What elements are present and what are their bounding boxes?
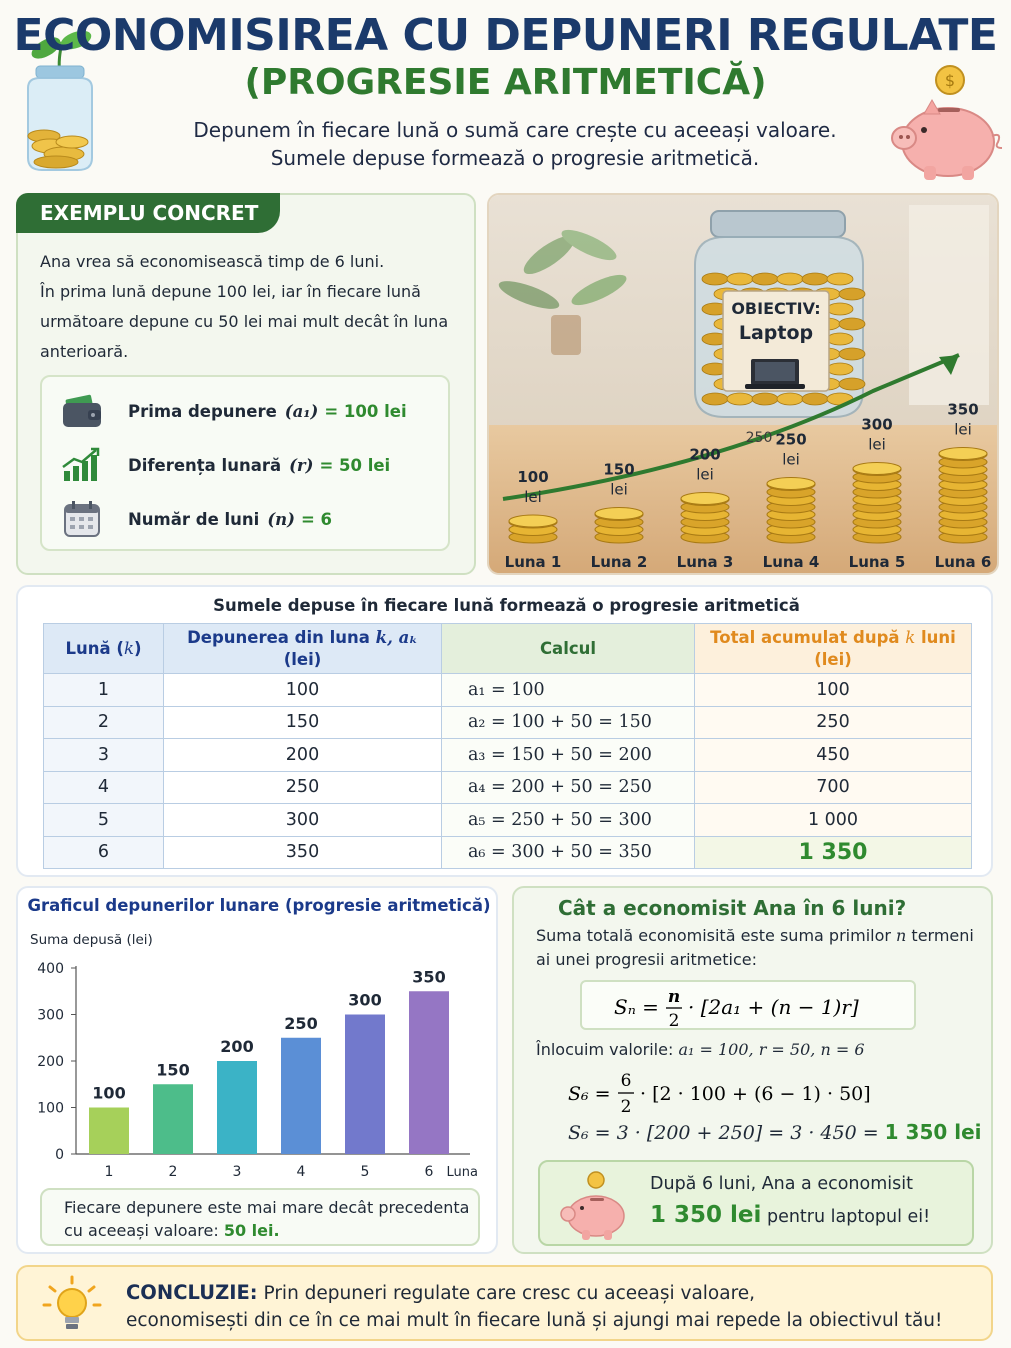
cell-calculation: a₃ = 150 + 50 = 200 — [442, 739, 695, 772]
parameter-symbol: (a₁) — [284, 401, 319, 421]
chart-x-axis-label: Luna — [446, 1165, 478, 1180]
arrow-value-label: 250 — [745, 430, 773, 446]
parameter-monthly-difference — [60, 443, 440, 487]
table-row — [44, 674, 972, 707]
svg-text:$: $ — [944, 71, 956, 90]
cell-total: 250 — [695, 706, 972, 739]
intro-line-1: Depunem în fiecare lună o sumă care crește cu aceeași valoare. — [193, 118, 837, 142]
x-tick-label: 6 — [424, 1164, 434, 1180]
svg-text:2: 2 — [668, 1011, 680, 1031]
page-subtitle: (PROGRESIE ARITMETICĂ) — [244, 62, 767, 103]
coin-stack — [767, 478, 815, 544]
stack-unit-label: lei — [868, 435, 886, 454]
stack-month-label: Luna 1 — [504, 553, 562, 571]
y-tick-label: 300 — [37, 1007, 64, 1024]
sum-description-line-1: Suma totală economisită este suma primilor n termeni — [536, 926, 974, 945]
result-line-1: După 6 luni, Ana a economisit — [650, 1174, 913, 1194]
cell-calculation: a₅ = 250 + 50 = 300 — [442, 804, 695, 837]
stack-month-label: Luna 4 — [762, 553, 820, 571]
lightbulb-icon — [42, 1275, 102, 1335]
cell-total-final: 1 350 — [695, 836, 972, 869]
column-header-month: Lună (k) — [44, 624, 164, 674]
s6-second-step: S₆ = 3 · [200 + 250] = 3 · 450 = 1 350 lei — [568, 1120, 982, 1144]
example-line-2: În prima lună depune 100 lei, iar în fiecare lună — [40, 282, 421, 301]
x-tick-label: 5 — [360, 1164, 370, 1180]
calendar-icon — [60, 499, 104, 539]
table-header-row — [44, 624, 972, 674]
stack-amount-label: 250 — [775, 430, 807, 449]
table-title: Sumele depuse în fiecare lună formează o progresie aritmetică — [213, 596, 800, 615]
stack-month-label: Luna 6 — [934, 553, 992, 571]
parameter-symbol: (r) — [289, 455, 314, 475]
conclusion-text — [126, 1279, 986, 1334]
column-header-calculation: Calcul — [442, 624, 695, 674]
coin-stack — [939, 448, 987, 544]
intro-text — [150, 116, 880, 172]
stack-month-label: Luna 2 — [590, 553, 648, 571]
cell-month: 5 — [44, 804, 164, 837]
cell-calculation: a₆ = 300 + 50 = 350 — [442, 836, 695, 869]
table-row — [44, 739, 972, 772]
coin-stack — [509, 515, 557, 543]
conclusion-line-1: CONCLUZIE: Prin depuneri regulate care cresc cu aceeași valoare, — [126, 1281, 756, 1304]
parameter-value: = 50 lei — [319, 455, 391, 475]
sum-panel — [512, 886, 993, 1254]
page-title: ECONOMISIREA CU DEPUNERI REGULATE — [13, 10, 998, 61]
x-tick-label: 3 — [232, 1164, 242, 1180]
x-tick-label: 2 — [168, 1164, 178, 1180]
cell-total: 1 000 — [695, 804, 972, 837]
stack-unit-label: lei — [782, 450, 800, 469]
stack-month-label: Luna 3 — [676, 553, 734, 571]
parameter-first-deposit — [60, 389, 440, 433]
column-header-deposit: Depunerea din luna k, aₖ (lei) — [164, 624, 442, 674]
example-tab-label: EXEMPLU CONCRET — [16, 193, 280, 233]
bar-value-label: 350 — [412, 967, 446, 987]
chart-y-axis-label: Suma depusă (lei) — [30, 932, 153, 948]
cell-total: 450 — [695, 739, 972, 772]
bar — [281, 1038, 321, 1154]
chart-title: Graficul depunerilor lunare (progresie aritmetică) — [27, 896, 491, 915]
svg-text:· [2 · 100 + (6 − 1) · 50]: · [2 · 100 + (6 − 1) · 50] — [640, 1083, 871, 1105]
table-row — [44, 771, 972, 804]
sum-description-line-2: ai unei progresii aritmetice: — [536, 950, 757, 969]
s6-first-step — [568, 1066, 968, 1118]
bar-value-label: 300 — [348, 990, 382, 1010]
bar-chart-growth-icon — [60, 445, 104, 485]
result-line-2: 1 350 lei pentru laptopul ei! — [650, 1202, 931, 1228]
stack-unit-label: lei — [524, 488, 542, 506]
substitution-line: Înlocuim valorile: a₁ = 100, r = 50, n = 6 — [536, 1040, 865, 1059]
x-tick-label: 4 — [296, 1164, 306, 1180]
table-row — [44, 804, 972, 837]
cell-deposit: 100 — [164, 674, 442, 707]
parameter-label: Prima depunere — [128, 401, 277, 421]
y-tick-label: 400 — [37, 961, 64, 977]
bar-value-label: 250 — [284, 1013, 318, 1033]
parameter-value: = 100 lei — [324, 401, 407, 421]
stack-month-label: Luna 5 — [848, 553, 906, 571]
x-tick-label: 1 — [104, 1164, 114, 1180]
bar — [409, 991, 449, 1154]
example-line-4: anterioară. — [40, 342, 129, 361]
bar — [89, 1108, 129, 1155]
coin-stack — [595, 508, 643, 544]
cell-month: 2 — [44, 706, 164, 739]
stack-amount-label: 300 — [861, 415, 893, 434]
jar-label-line-1: OBIECTIV: — [731, 299, 821, 318]
cell-month: 3 — [44, 739, 164, 772]
jar-label-line-2: Laptop — [738, 322, 814, 344]
cell-deposit: 350 — [164, 836, 442, 869]
cell-month: 4 — [44, 771, 164, 804]
conclusion-line-2: economisești din ce în ce mai mult în fiecare lună și ajungi mai repede la obiectivul tău! — [126, 1310, 943, 1331]
intro-line-2: Sumele depuse formează o progresie aritmetică. — [270, 146, 760, 170]
cell-calculation: a₄ = 200 + 50 = 250 — [442, 771, 695, 804]
sum-description — [536, 924, 976, 972]
svg-text:6: 6 — [620, 1071, 632, 1091]
cell-deposit: 150 — [164, 706, 442, 739]
conclusion-banner — [16, 1265, 993, 1341]
bar — [217, 1061, 257, 1154]
cell-total: 100 — [695, 674, 972, 707]
cell-month: 1 — [44, 674, 164, 707]
table-row — [44, 836, 972, 869]
sum-formula — [582, 982, 918, 1032]
result-box — [538, 1160, 974, 1246]
svg-text:n: n — [667, 987, 681, 1007]
parameter-symbol: (n) — [267, 509, 295, 529]
svg-text:· [2a₁ + (n − 1)r]: · [2a₁ + (n − 1)r] — [688, 995, 859, 1019]
stack-unit-label: lei — [696, 465, 714, 484]
stack-amount-label: 200 — [689, 445, 721, 464]
stack-amount-label: 350 — [947, 400, 979, 419]
stack-unit-label: lei — [954, 420, 972, 439]
bar-value-label: 150 — [156, 1060, 190, 1080]
parameter-value: = 6 — [300, 509, 333, 529]
cell-month: 6 — [44, 836, 164, 869]
bar-value-label: 200 — [220, 1037, 254, 1056]
parameter-number-of-months — [60, 497, 440, 541]
bar-chart — [18, 888, 500, 1188]
savings-illustration — [487, 193, 999, 575]
svg-text:S₆ =: S₆ = — [568, 1083, 611, 1105]
bar — [153, 1084, 193, 1154]
cell-deposit: 250 — [164, 771, 442, 804]
progression-table-panel — [16, 585, 993, 877]
cell-calculation: a₁ = 100 — [442, 674, 695, 707]
svg-text:2: 2 — [620, 1097, 632, 1117]
y-tick-label: 200 — [37, 1054, 64, 1070]
cell-calculation: a₂ = 100 + 50 = 150 — [442, 706, 695, 739]
stack-amount-label: 100 — [517, 468, 549, 486]
sum-title: Cât a economisit Ana în 6 luni? — [558, 896, 907, 920]
example-line-3: următoare depune cu 50 lei mai mult decât în luna — [40, 312, 449, 331]
parameter-label: Diferența lunară — [128, 455, 282, 475]
y-tick-label: 100 — [37, 1100, 64, 1117]
progression-table — [43, 623, 972, 869]
chart-note-line-2: cu aceeași valoare: 50 lei. — [64, 1221, 280, 1240]
column-header-total: Total acumulat după k luni (lei) — [695, 624, 972, 674]
piggy-bank-icon — [884, 50, 1006, 182]
cell-deposit: 200 — [164, 739, 442, 772]
example-parameters-box — [40, 375, 450, 551]
chart-panel — [16, 886, 498, 1254]
stack-amount-label: 150 — [603, 460, 635, 479]
parameter-label: Număr de luni — [128, 509, 260, 529]
bar — [345, 1015, 385, 1155]
cell-deposit: 300 — [164, 804, 442, 837]
coin-stack — [681, 493, 729, 544]
cell-total: 700 — [695, 771, 972, 804]
chart-note — [40, 1188, 480, 1246]
svg-text:Sₙ =: Sₙ = — [614, 995, 659, 1019]
sum-formula-box — [580, 980, 916, 1030]
chart-note-line-1: Fiecare depunere este mai mare decât precedenta — [64, 1198, 470, 1217]
table-row — [44, 706, 972, 739]
bar-value-label: 100 — [92, 1083, 126, 1103]
example-line-1: Ana vrea să economisească timp de 6 luni. — [40, 252, 385, 271]
coin-stack — [853, 463, 901, 544]
example-panel — [16, 193, 476, 575]
piggy-bank-icon — [558, 1168, 628, 1242]
y-tick-label: 0 — [55, 1147, 64, 1163]
example-paragraph — [40, 247, 460, 367]
wallet-icon — [60, 391, 104, 431]
stack-unit-label: lei — [610, 480, 628, 499]
